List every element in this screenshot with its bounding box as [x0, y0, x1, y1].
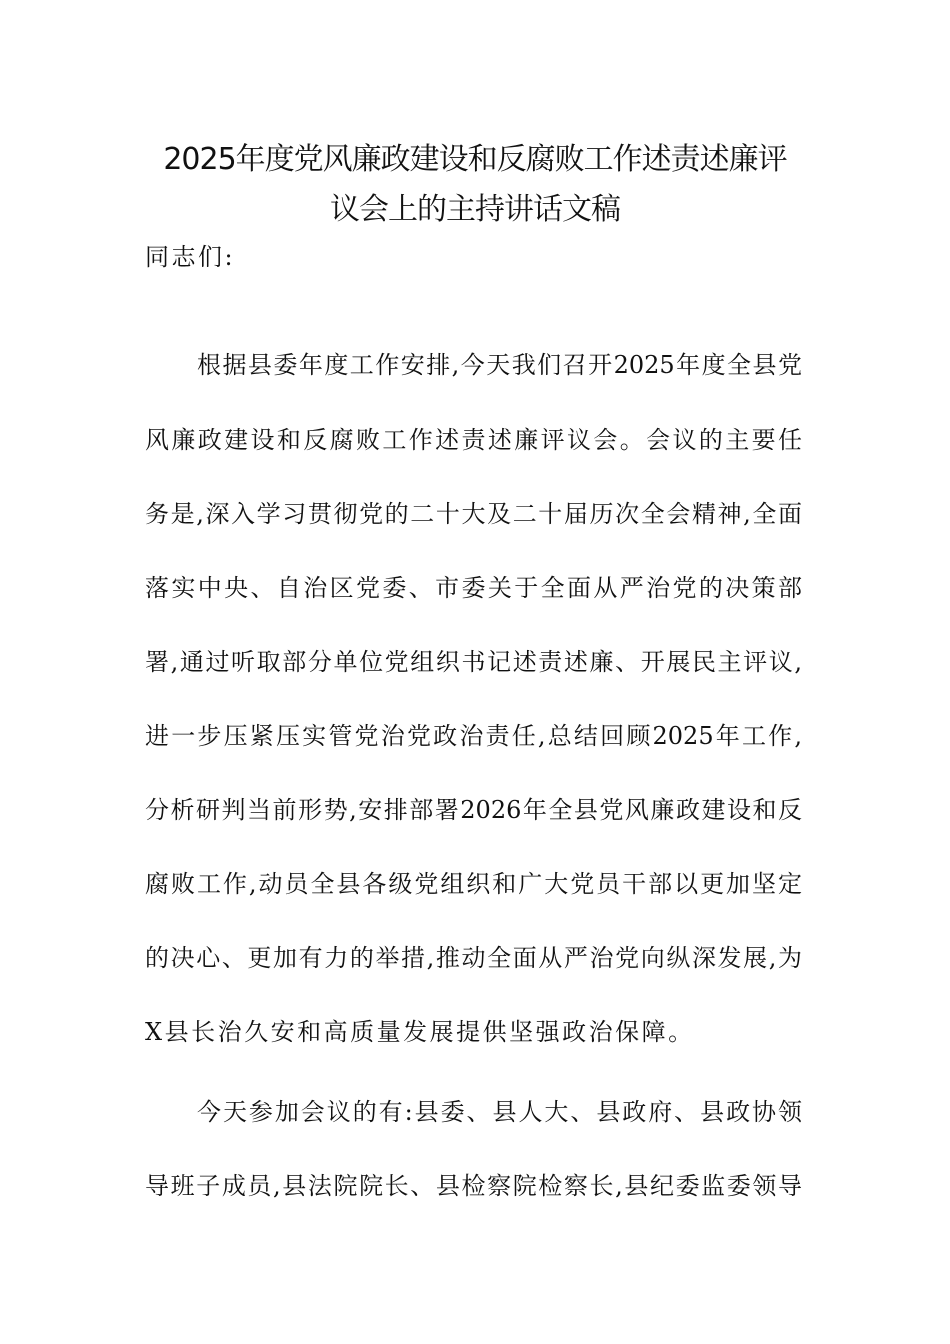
text-line: 落实中央、自治区党委、市委关于全面从严治党的决策部: [145, 574, 802, 602]
title-line-1: 2025年度党风廉政建设和反腐败工作述责述廉评: [163, 142, 787, 177]
text-line: 的决心、更加有力的举措,推动全面从严治党向纵深发展,为: [145, 944, 802, 972]
text-line: 分析研判当前形势,安排部署2026年全县党风廉政建设和反: [145, 796, 802, 824]
text-line: X县长治久安和高质量发展提供坚强政治保障。: [145, 1018, 695, 1046]
text-line: 根据县委年度工作安排,今天我们召开2025年度全县党: [197, 351, 802, 379]
text-line: 导班子成员,县法院院长、县检察院检察长,县纪委监委领导: [145, 1172, 802, 1200]
text-line: 进一步压紧压实管党治党政治责任,总结回顾2025年工作,: [145, 722, 802, 750]
text-line: 今天参加会议的有:县委、县人大、县政府、县政协领: [197, 1098, 802, 1126]
text-line: 腐败工作,动员全县各级党组织和广大党员干部以更加坚定: [145, 870, 802, 898]
text-line: 署,通过听取部分单位党组织书记述责述廉、开展民主评议,: [145, 648, 802, 676]
title-line-2: 议会上的主持讲话文稿: [330, 192, 620, 227]
salutation: 同志们:: [145, 243, 236, 271]
text-line: 风廉政建设和反腐败工作述责述廉评议会。会议的主要任: [145, 426, 802, 454]
text-line: 务是,深入学习贯彻党的二十大及二十届历次全会精神,全面: [145, 500, 802, 528]
